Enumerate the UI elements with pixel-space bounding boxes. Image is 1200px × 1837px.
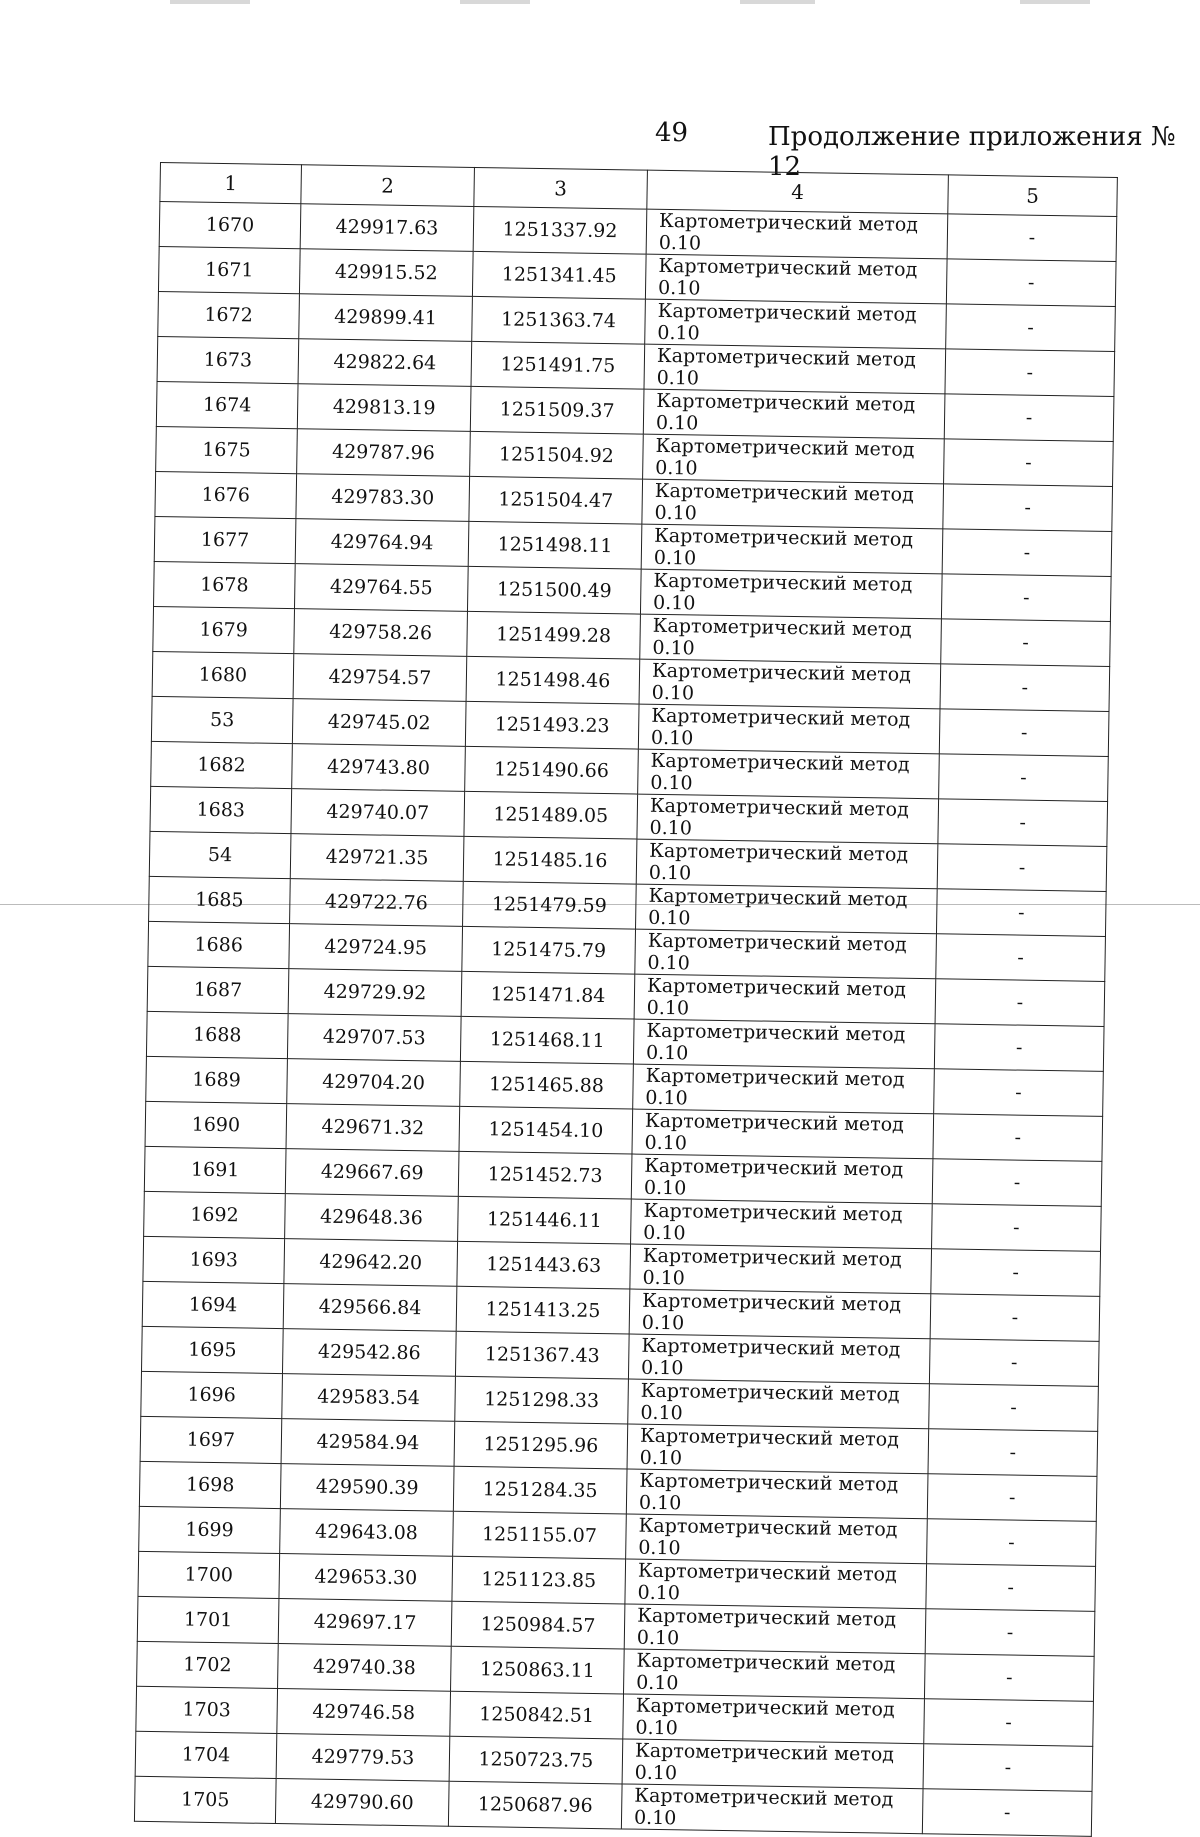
note-cell: - <box>947 214 1117 262</box>
method-cell: Картометрический метод 0.10 <box>636 839 938 889</box>
note-cell: - <box>927 1519 1097 1567</box>
point-number-cell: 1679 <box>153 606 295 653</box>
point-number-cell: 1686 <box>148 921 290 968</box>
note-cell: - <box>946 259 1116 307</box>
point-number-cell: 1704 <box>135 1731 277 1778</box>
point-number-cell: 1685 <box>149 876 291 923</box>
method-cell: Картометрический метод 0.10 <box>629 1289 931 1339</box>
point-number-cell: 1677 <box>154 516 296 563</box>
method-cell: Картометрический метод 0.10 <box>642 479 944 529</box>
note-cell: - <box>941 574 1111 622</box>
x-coordinate-cell: 429915.52 <box>299 249 473 297</box>
y-coordinate-cell: 1250842.51 <box>450 1691 624 1739</box>
y-coordinate-cell: 1251341.45 <box>472 251 646 299</box>
y-coordinate-cell: 1251498.46 <box>466 656 640 704</box>
point-number-cell: 1703 <box>136 1686 278 1733</box>
note-cell: - <box>943 484 1113 532</box>
point-number-cell: 1700 <box>138 1551 280 1598</box>
note-cell: - <box>929 1339 1099 1387</box>
x-coordinate-cell: 429743.80 <box>292 744 466 792</box>
point-number-cell: 1673 <box>157 336 299 383</box>
note-cell: - <box>944 394 1114 442</box>
y-coordinate-cell: 1250723.75 <box>449 1736 623 1784</box>
point-number-cell: 1701 <box>137 1596 279 1643</box>
note-cell: - <box>924 1654 1094 1702</box>
point-number-cell: 1697 <box>140 1416 282 1463</box>
note-cell: - <box>934 1024 1104 1072</box>
note-cell: - <box>925 1609 1095 1657</box>
x-coordinate-cell: 429583.54 <box>282 1374 456 1422</box>
method-cell: Картометрический метод 0.10 <box>646 209 948 259</box>
coordinates-table-container <box>134 162 1118 1837</box>
point-number-cell: 1682 <box>151 741 293 788</box>
note-cell: - <box>945 349 1115 397</box>
method-cell: Картометрический метод 0.10 <box>640 569 942 619</box>
y-coordinate-cell: 1251491.75 <box>471 341 645 389</box>
y-coordinate-cell: 1251123.85 <box>452 1556 626 1604</box>
method-cell: Картометрический метод 0.10 <box>645 299 947 349</box>
table-body <box>134 202 1116 1837</box>
point-number-cell: 1705 <box>134 1776 276 1823</box>
x-coordinate-cell: 429764.55 <box>295 564 469 612</box>
note-cell: - <box>926 1564 1096 1612</box>
y-coordinate-cell: 1250863.11 <box>451 1646 625 1694</box>
column-header: 1 <box>160 163 302 204</box>
method-cell: Картометрический метод 0.10 <box>630 1244 932 1294</box>
method-cell: Картометрический метод 0.10 <box>627 1424 929 1474</box>
method-cell: Картометрический метод 0.10 <box>626 1469 928 1519</box>
point-number-cell: 1672 <box>158 291 300 338</box>
y-coordinate-cell: 1250984.57 <box>451 1601 625 1649</box>
method-cell: Картометрический метод 0.10 <box>643 434 945 484</box>
note-cell: - <box>924 1699 1094 1747</box>
note-cell: - <box>922 1789 1092 1837</box>
x-coordinate-cell: 429754.57 <box>293 654 467 702</box>
method-cell: Картометрический метод 0.10 <box>639 659 941 709</box>
x-coordinate-cell: 429648.36 <box>285 1194 459 1242</box>
note-cell: - <box>938 799 1108 847</box>
note-cell: - <box>928 1429 1098 1477</box>
note-cell: - <box>933 1114 1103 1162</box>
x-coordinate-cell: 429758.26 <box>294 609 468 657</box>
point-number-cell: 1695 <box>142 1326 284 1373</box>
x-coordinate-cell: 429667.69 <box>285 1149 459 1197</box>
point-number-cell: 1671 <box>158 246 300 293</box>
y-coordinate-cell: 1251413.25 <box>456 1286 630 1334</box>
coordinates-table <box>134 162 1118 1837</box>
point-number-cell: 1670 <box>159 202 301 249</box>
y-coordinate-cell: 1251504.92 <box>470 431 644 479</box>
page-number: 49 <box>655 118 689 148</box>
point-number-cell: 1676 <box>155 471 297 518</box>
y-coordinate-cell: 1251490.66 <box>465 746 639 794</box>
y-coordinate-cell: 1251468.11 <box>460 1016 634 1064</box>
note-cell: - <box>942 529 1112 577</box>
note-cell: - <box>931 1249 1101 1297</box>
point-number-cell: 1678 <box>154 561 296 608</box>
y-coordinate-cell: 1251471.84 <box>461 971 635 1019</box>
note-cell: - <box>936 934 1106 982</box>
x-coordinate-cell: 429671.32 <box>286 1104 460 1152</box>
x-coordinate-cell: 429704.20 <box>287 1059 461 1107</box>
point-number-cell: 1683 <box>150 786 292 833</box>
x-coordinate-cell: 429899.41 <box>299 294 473 342</box>
method-cell: Картометрический метод 0.10 <box>644 344 946 394</box>
method-cell: Картометрический метод 0.10 <box>638 749 940 799</box>
x-coordinate-cell: 429790.60 <box>275 1779 449 1827</box>
point-number-cell: 1691 <box>144 1146 286 1193</box>
point-number-cell: 54 <box>149 831 291 878</box>
method-cell: Картометрический метод 0.10 <box>623 1649 925 1699</box>
method-cell: Картометрический метод 0.10 <box>636 884 938 934</box>
method-cell: Картометрический метод 0.10 <box>633 1064 935 1114</box>
x-coordinate-cell: 429822.64 <box>298 339 472 387</box>
note-cell: - <box>939 709 1109 757</box>
method-cell: Картометрический метод 0.10 <box>633 1019 935 1069</box>
method-cell: Картометрический метод 0.10 <box>631 1199 933 1249</box>
x-coordinate-cell: 429722.76 <box>290 879 464 927</box>
y-coordinate-cell: 1251454.10 <box>459 1106 633 1154</box>
y-coordinate-cell: 1251499.28 <box>467 611 641 659</box>
note-cell: - <box>923 1744 1093 1792</box>
y-coordinate-cell: 1251298.33 <box>455 1376 629 1424</box>
y-coordinate-cell: 1251295.96 <box>454 1421 628 1469</box>
y-coordinate-cell: 1251500.49 <box>467 566 641 614</box>
method-cell: Картометрический метод 0.10 <box>624 1604 926 1654</box>
point-number-cell: 1693 <box>143 1236 285 1283</box>
y-coordinate-cell: 1251493.23 <box>465 701 639 749</box>
x-coordinate-cell: 429813.19 <box>297 384 471 432</box>
x-coordinate-cell: 429746.58 <box>277 1689 451 1737</box>
point-number-cell: 1687 <box>147 966 289 1013</box>
note-cell: - <box>937 844 1107 892</box>
y-coordinate-cell: 1251489.05 <box>464 791 638 839</box>
method-cell: Картометрический метод 0.10 <box>638 704 940 754</box>
point-number-cell: 1688 <box>146 1011 288 1058</box>
x-coordinate-cell: 429642.20 <box>284 1239 458 1287</box>
x-coordinate-cell: 429740.38 <box>278 1644 452 1692</box>
note-cell: - <box>934 1069 1104 1117</box>
method-cell: Картометрический метод 0.10 <box>628 1334 930 1384</box>
method-cell: Картометрический метод 0.10 <box>628 1379 930 1429</box>
y-coordinate-cell: 1251498.11 <box>468 521 642 569</box>
x-coordinate-cell: 429653.30 <box>279 1554 453 1602</box>
note-cell: - <box>946 304 1116 352</box>
note-cell: - <box>932 1159 1102 1207</box>
note-cell: - <box>930 1294 1100 1342</box>
x-coordinate-cell: 429787.96 <box>297 429 471 477</box>
point-number-cell: 1689 <box>146 1056 288 1103</box>
x-coordinate-cell: 429724.95 <box>289 924 463 972</box>
method-cell: Картометрический метод 0.10 <box>625 1559 927 1609</box>
page-header <box>0 118 1200 182</box>
document-title: Продолжение приложения № 12 <box>768 122 1176 182</box>
scan-speck <box>170 0 250 4</box>
x-coordinate-cell: 429764.94 <box>295 519 469 567</box>
method-cell: Картометрический метод 0.10 <box>641 524 943 574</box>
point-number-cell: 1698 <box>139 1461 281 1508</box>
note-cell: - <box>927 1474 1097 1522</box>
note-cell: - <box>941 619 1111 667</box>
column-header: 3 <box>474 167 648 209</box>
x-coordinate-cell: 429783.30 <box>296 474 470 522</box>
point-number-cell: 1680 <box>152 651 294 698</box>
y-coordinate-cell: 1251155.07 <box>453 1511 627 1559</box>
note-cell: - <box>935 979 1105 1027</box>
point-number-cell: 1702 <box>137 1641 279 1688</box>
y-coordinate-cell: 1251475.79 <box>462 926 636 974</box>
note-cell: - <box>932 1204 1102 1252</box>
y-coordinate-cell: 1251465.88 <box>460 1061 634 1109</box>
point-number-cell: 1699 <box>139 1506 281 1553</box>
x-coordinate-cell: 429729.92 <box>288 969 462 1017</box>
method-cell: Картометрический метод 0.10 <box>626 1514 928 1564</box>
y-coordinate-cell: 1251504.47 <box>469 476 643 524</box>
point-number-cell: 1692 <box>144 1191 286 1238</box>
y-coordinate-cell: 1251443.63 <box>457 1241 631 1289</box>
note-cell: - <box>929 1384 1099 1432</box>
method-cell: Картометрический метод 0.10 <box>634 974 936 1024</box>
scan-speck <box>740 0 815 4</box>
y-coordinate-cell: 1251446.11 <box>458 1196 632 1244</box>
point-number-cell: 1690 <box>145 1101 287 1148</box>
x-coordinate-cell: 429707.53 <box>287 1014 461 1062</box>
y-coordinate-cell: 1251363.74 <box>472 296 646 344</box>
y-coordinate-cell: 1251284.35 <box>453 1466 627 1514</box>
method-cell: Картометрический метод 0.10 <box>622 1739 924 1789</box>
method-cell: Картометрический метод 0.10 <box>635 929 937 979</box>
x-coordinate-cell: 429590.39 <box>280 1464 454 1512</box>
x-coordinate-cell: 429917.63 <box>300 204 474 252</box>
x-coordinate-cell: 429779.53 <box>276 1734 450 1782</box>
note-cell: - <box>936 889 1106 937</box>
scan-edge-marks <box>0 0 1200 8</box>
point-number-cell: 1675 <box>156 426 298 473</box>
note-cell: - <box>939 754 1109 802</box>
point-number-cell: 1674 <box>156 381 298 428</box>
x-coordinate-cell: 429584.94 <box>281 1419 455 1467</box>
y-coordinate-cell: 1251479.59 <box>463 881 637 929</box>
x-coordinate-cell: 429697.17 <box>278 1599 452 1647</box>
scan-speck <box>1020 0 1090 4</box>
scan-speck <box>460 0 530 4</box>
method-cell: Картометрический метод 0.10 <box>623 1694 925 1744</box>
method-cell: Картометрический метод 0.10 <box>640 614 942 664</box>
y-coordinate-cell: 1251337.92 <box>473 206 647 254</box>
y-coordinate-cell: 1251485.16 <box>463 836 637 884</box>
method-cell: Картометрический метод 0.10 <box>643 389 945 439</box>
column-header: 2 <box>301 165 475 207</box>
column-header: 4 <box>647 170 949 214</box>
method-cell: Картометрический метод 0.10 <box>637 794 939 844</box>
method-cell: Картометрический метод 0.10 <box>645 254 947 304</box>
x-coordinate-cell: 429745.02 <box>292 699 466 747</box>
point-number-cell: 1694 <box>142 1281 284 1328</box>
point-number-cell: 53 <box>151 696 293 743</box>
y-coordinate-cell: 1250687.96 <box>448 1781 622 1829</box>
note-cell: - <box>940 664 1110 712</box>
y-coordinate-cell: 1251509.37 <box>470 386 644 434</box>
note-cell: - <box>944 439 1114 487</box>
column-header: 5 <box>948 175 1118 217</box>
x-coordinate-cell: 429542.86 <box>282 1329 456 1377</box>
y-coordinate-cell: 1251367.43 <box>455 1331 629 1379</box>
y-coordinate-cell: 1251452.73 <box>458 1151 632 1199</box>
x-coordinate-cell: 429721.35 <box>290 834 464 882</box>
method-cell: Картометрический метод 0.10 <box>621 1784 923 1834</box>
x-coordinate-cell: 429740.07 <box>291 789 465 837</box>
x-coordinate-cell: 429643.08 <box>280 1509 454 1557</box>
point-number-cell: 1696 <box>141 1371 283 1418</box>
x-coordinate-cell: 429566.84 <box>283 1284 457 1332</box>
method-cell: Картометрический метод 0.10 <box>632 1109 934 1159</box>
method-cell: Картометрический метод 0.10 <box>631 1154 933 1204</box>
